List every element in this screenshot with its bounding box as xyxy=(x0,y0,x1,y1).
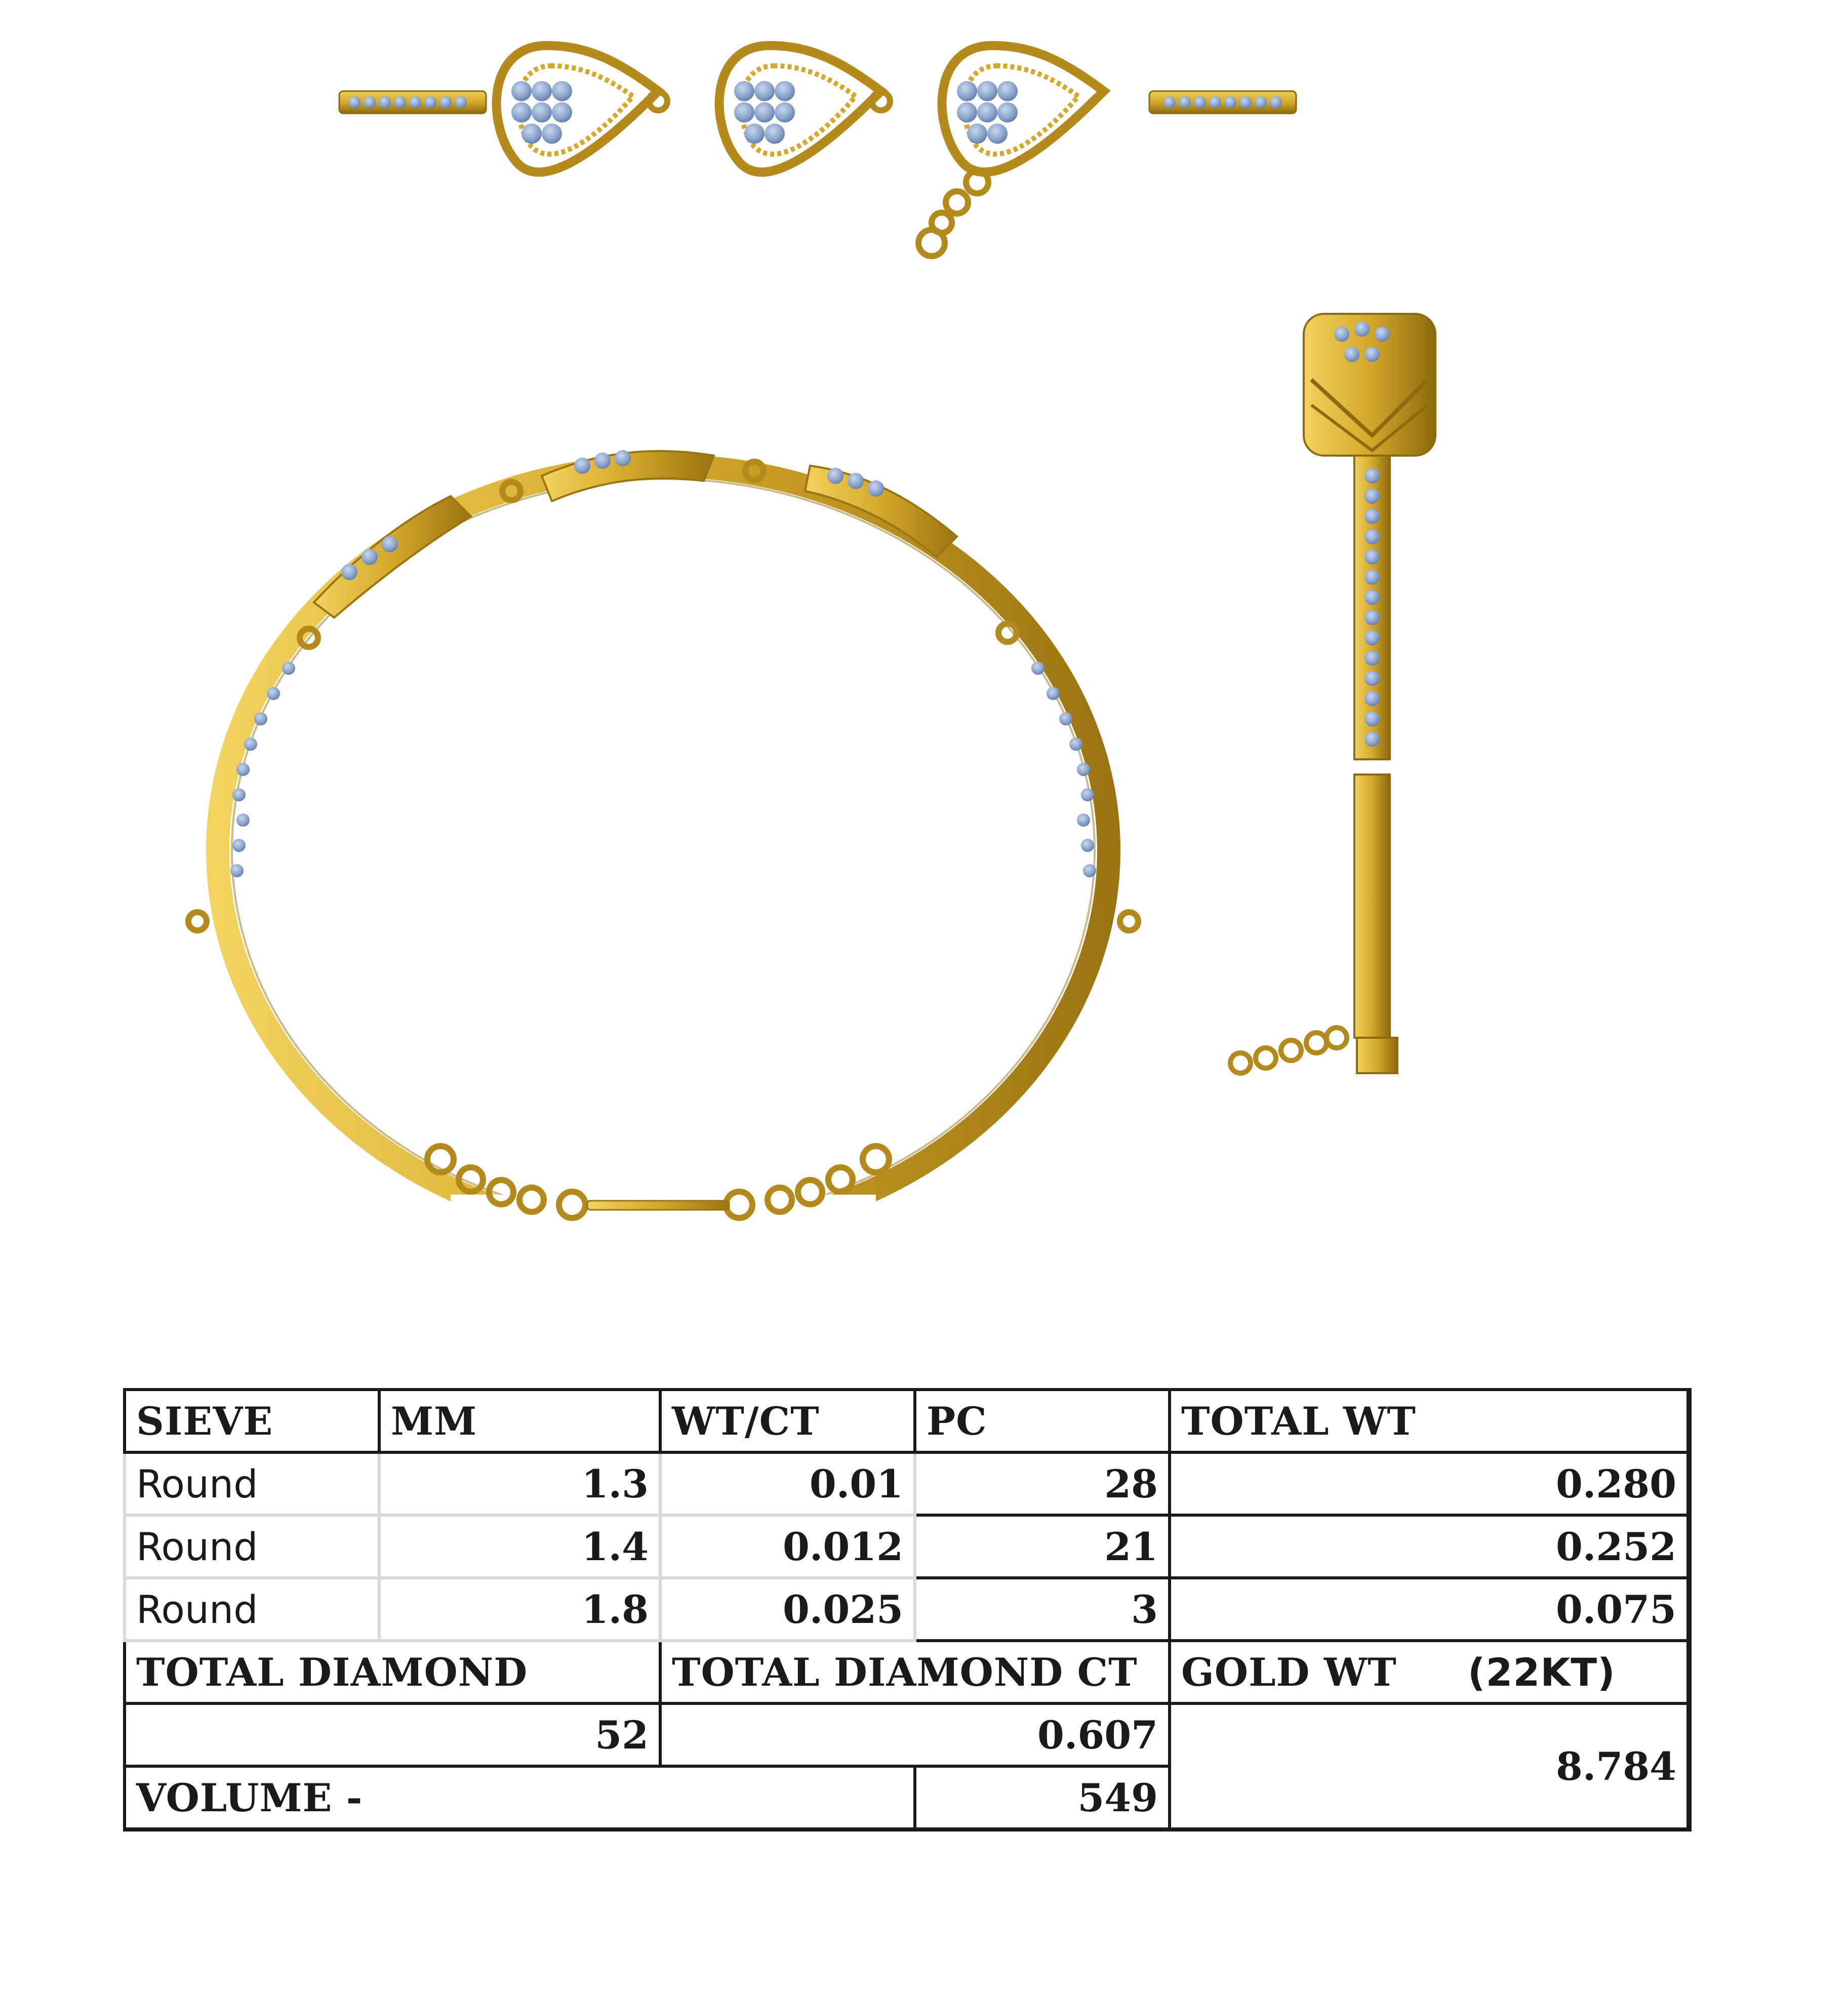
header-mm: MM xyxy=(379,1390,660,1452)
gold-wt-value: 8.784 xyxy=(1170,1703,1689,1829)
header-sieve: SIEVE xyxy=(125,1390,379,1452)
cell-sieve: Round xyxy=(125,1515,379,1578)
cell-mm: 1.8 xyxy=(379,1578,660,1641)
cell-mm: 1.3 xyxy=(379,1452,660,1515)
table-row xyxy=(125,1578,1689,1641)
cell-sieve: Round xyxy=(125,1452,379,1515)
cell-mm: 1.4 xyxy=(379,1515,660,1578)
total-diamond-value: 52 xyxy=(125,1703,660,1766)
total-diamond-label: TOTAL DIAMOND xyxy=(125,1641,660,1703)
cell-total-wt: 0.252 xyxy=(1170,1515,1689,1578)
cell-wt-ct: 0.025 xyxy=(660,1578,915,1641)
header-total-wt: TOTAL WT xyxy=(1170,1390,1689,1452)
summary-label-row xyxy=(125,1641,1689,1703)
cell-wt-ct: 0.012 xyxy=(660,1515,915,1578)
bracelet-side-view-render xyxy=(1210,304,1473,1104)
cell-total-wt: 0.075 xyxy=(1170,1578,1689,1641)
cell-total-wt: 0.280 xyxy=(1170,1452,1689,1515)
table-row xyxy=(125,1515,1689,1578)
volume-value: 549 xyxy=(915,1766,1170,1829)
cell-sieve: Round xyxy=(125,1578,379,1641)
cell-pc: 3 xyxy=(915,1578,1170,1641)
diamond-spec-table xyxy=(123,1388,1692,1831)
volume-label: VOLUME - xyxy=(125,1766,915,1829)
cell-wt-ct: 0.01 xyxy=(660,1452,915,1515)
cell-pc: 21 xyxy=(915,1515,1170,1578)
total-diamond-ct-value: 0.607 xyxy=(660,1703,1170,1766)
bracelet-top-view-render xyxy=(334,30,1306,263)
table-row xyxy=(125,1452,1689,1515)
bracelet-front-view-render xyxy=(167,405,1159,1255)
karat-label: (22KT) xyxy=(1467,1649,1616,1695)
total-diamond-ct-label: TOTAL DIAMOND CT xyxy=(660,1641,1170,1703)
gold-wt-label: GOLD WT xyxy=(1181,1649,1397,1695)
header-pc: PC xyxy=(915,1390,1170,1452)
summary-value-row xyxy=(125,1703,1689,1766)
cell-pc: 28 xyxy=(915,1452,1170,1515)
header-wt-ct: WT/CT xyxy=(660,1390,915,1452)
table-header-row xyxy=(125,1390,1689,1452)
gold-wt-label-cell xyxy=(1170,1641,1689,1703)
